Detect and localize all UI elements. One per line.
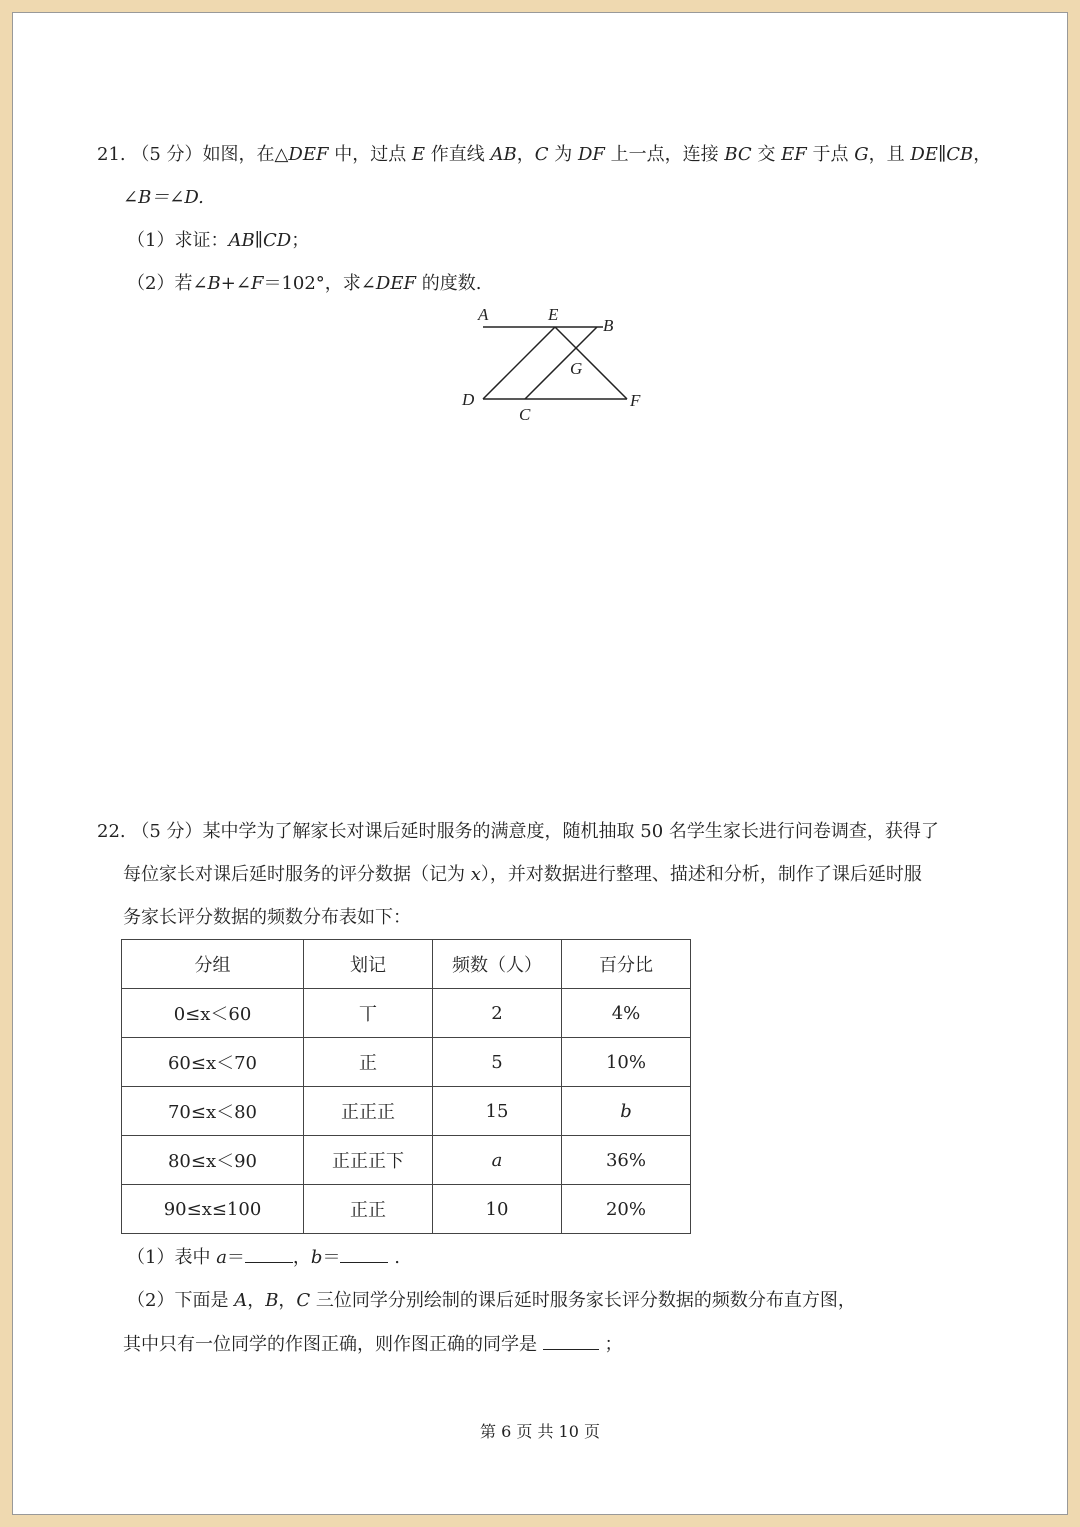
q21-math: DE∥CB: [910, 144, 974, 165]
q22-text: 某中学为了解家长对课后延时服务的满意度，随机抽取 50 名学生家长进行问卷调查，获得了: [202, 821, 939, 842]
q22-subquestion-2-line-2: [123, 1331, 622, 1358]
q21-sub2-text: +∠: [220, 273, 251, 294]
q22-sub2-text: 其中只有一位同学的作图正确，则作图正确的同学是: [123, 1334, 543, 1355]
q21-sub2-text: ＝102°，求∠: [263, 273, 376, 294]
q21-text: ，且: [868, 144, 911, 165]
answer-blank-a[interactable]: [245, 1244, 293, 1263]
q22-sub2-text: ，: [278, 1290, 297, 1311]
q21-sub1-label: （1）求证：: [127, 230, 229, 251]
table-header-row: [122, 940, 691, 989]
answer-blank-student[interactable]: [543, 1331, 599, 1350]
q22-score: （5 分）: [131, 821, 203, 842]
q21-sub2-math: DEF: [375, 273, 416, 294]
q22-sub2-math: B: [265, 1290, 279, 1311]
q22-sub1-text: .: [394, 1247, 400, 1268]
q21-subquestion-1: [127, 228, 309, 254]
label-G: G: [570, 359, 583, 378]
line-DE: [483, 327, 555, 399]
q22-subquestion-1: [127, 1244, 400, 1271]
q22-number: 22.: [97, 821, 126, 842]
label-D: D: [462, 390, 475, 409]
table-row: [122, 1087, 691, 1136]
q22-sub2-math: A: [234, 1290, 248, 1311]
q21-math: BC: [724, 144, 752, 165]
table-cell-pct: 4%: [562, 989, 691, 1038]
q21-text: 于点: [806, 144, 855, 165]
q22-sub1-text: ＝: [322, 1247, 341, 1268]
table-cell-pct: 20%: [562, 1185, 691, 1234]
q21-number: 21.: [97, 144, 126, 165]
table-cell-tally: 正正正下: [304, 1136, 433, 1185]
q22-sub2-math: C: [296, 1290, 311, 1311]
q21-math: DF: [577, 144, 605, 165]
q21-subquestion-2: [127, 271, 481, 297]
q22-math: x: [470, 864, 481, 885]
table-cell-count: a: [433, 1136, 562, 1185]
q21-text: 上一点，连接: [604, 144, 725, 165]
table-header: 划记: [304, 940, 433, 989]
q21-text: 中，过点: [328, 144, 412, 165]
table-row: [122, 1136, 691, 1185]
table-cell-count: 10: [433, 1185, 562, 1234]
q21-sub2-text: （2）若∠: [127, 273, 208, 294]
q21-math: EF: [781, 144, 807, 165]
q22-sub1-text: ，: [292, 1247, 311, 1268]
q21-sub2-text: 的度数.: [415, 273, 482, 294]
q21-math: C: [534, 144, 549, 165]
q21-math: DEF: [288, 144, 329, 165]
geometry-figure: [453, 301, 673, 431]
page-footer: 第 6 页 共 10 页: [480, 1422, 600, 1441]
table-cell-tally: 丅: [304, 989, 433, 1038]
q21-text: 交: [751, 144, 782, 165]
table-cell-group: 70≤x＜80: [122, 1087, 304, 1136]
table-cell-group: 0≤x＜60: [122, 989, 304, 1038]
label-C: C: [519, 405, 531, 424]
q22-line-1: [97, 819, 939, 845]
q21-line-1: [97, 142, 991, 168]
q22-text: 每位家长对课后延时服务的评分数据（记为: [123, 864, 471, 885]
table-header: 分组: [122, 940, 304, 989]
q21-text: 为: [548, 144, 578, 165]
line-EF: [555, 327, 627, 399]
q22-sub2-text: ；: [604, 1334, 623, 1355]
table-cell-pct: 10%: [562, 1038, 691, 1087]
table-cell-tally: 正正正: [304, 1087, 433, 1136]
table-cell-tally: 正正: [304, 1185, 433, 1234]
q21-text: 作直线: [425, 144, 491, 165]
table-header: 百分比: [562, 940, 691, 989]
table-cell-group: 60≤x＜70: [122, 1038, 304, 1087]
q22-line-3: [123, 905, 411, 931]
q22-line-2: [123, 862, 922, 888]
table-row: [122, 1185, 691, 1234]
answer-blank-b[interactable]: [340, 1244, 388, 1263]
q22-sub2-text: （2）下面是: [127, 1290, 235, 1311]
table-cell-count: 5: [433, 1038, 562, 1087]
q21-sub2-math: B: [207, 273, 221, 294]
table-cell-group: 90≤x≤100: [122, 1185, 304, 1234]
q21-math: AB: [490, 144, 517, 165]
q21-math: G: [854, 144, 869, 165]
q21-text: 如图，在△: [202, 144, 289, 165]
q21-text: ，: [516, 144, 535, 165]
table-cell-count: 2: [433, 989, 562, 1038]
label-F: F: [630, 391, 641, 410]
table-cell-pct: b: [562, 1087, 691, 1136]
label-A: A: [478, 305, 489, 324]
q21-line-2: [123, 185, 204, 211]
table-cell-tally: 正: [304, 1038, 433, 1087]
table-row: [122, 989, 691, 1038]
label-B: B: [603, 316, 614, 335]
q21-sub1-end: ；: [291, 230, 310, 251]
q22-sub1-text: ＝: [226, 1247, 245, 1268]
q21-math: E: [411, 144, 426, 165]
q22-sub1-math: b: [310, 1247, 323, 1268]
q22-sub2-text: 三位同学分别绘制的课后延时服务家长评分数据的频数分布直方图，: [310, 1290, 856, 1311]
q21-condition: ∠B＝∠D.: [123, 187, 204, 208]
table-cell-pct: 36%: [562, 1136, 691, 1185]
label-E: E: [548, 305, 559, 324]
q21-text: ，: [973, 144, 992, 165]
table-row: [122, 1038, 691, 1087]
q22-text: ），并对数据进行整理、描述和分析，制作了课后延时服: [480, 864, 922, 885]
q22-sub1-math: a: [216, 1247, 227, 1268]
q22-subquestion-2: [127, 1288, 856, 1314]
table-header: 频数（人）: [433, 940, 562, 989]
frequency-table: [121, 939, 691, 1234]
q22-sub1-text: （1）表中: [127, 1247, 217, 1268]
table-cell-count: 15: [433, 1087, 562, 1136]
q21-sub1-math: AB∥CD: [228, 230, 292, 251]
table-cell-group: 80≤x＜90: [122, 1136, 304, 1185]
q22-text: 务家长评分数据的频数分布表如下：: [123, 907, 411, 928]
q21-score: （5 分）: [131, 144, 203, 165]
q21-sub2-math: F: [250, 273, 264, 294]
line-CB: [525, 327, 597, 399]
exam-page: [12, 12, 1068, 1515]
q22-sub2-text: ，: [247, 1290, 266, 1311]
